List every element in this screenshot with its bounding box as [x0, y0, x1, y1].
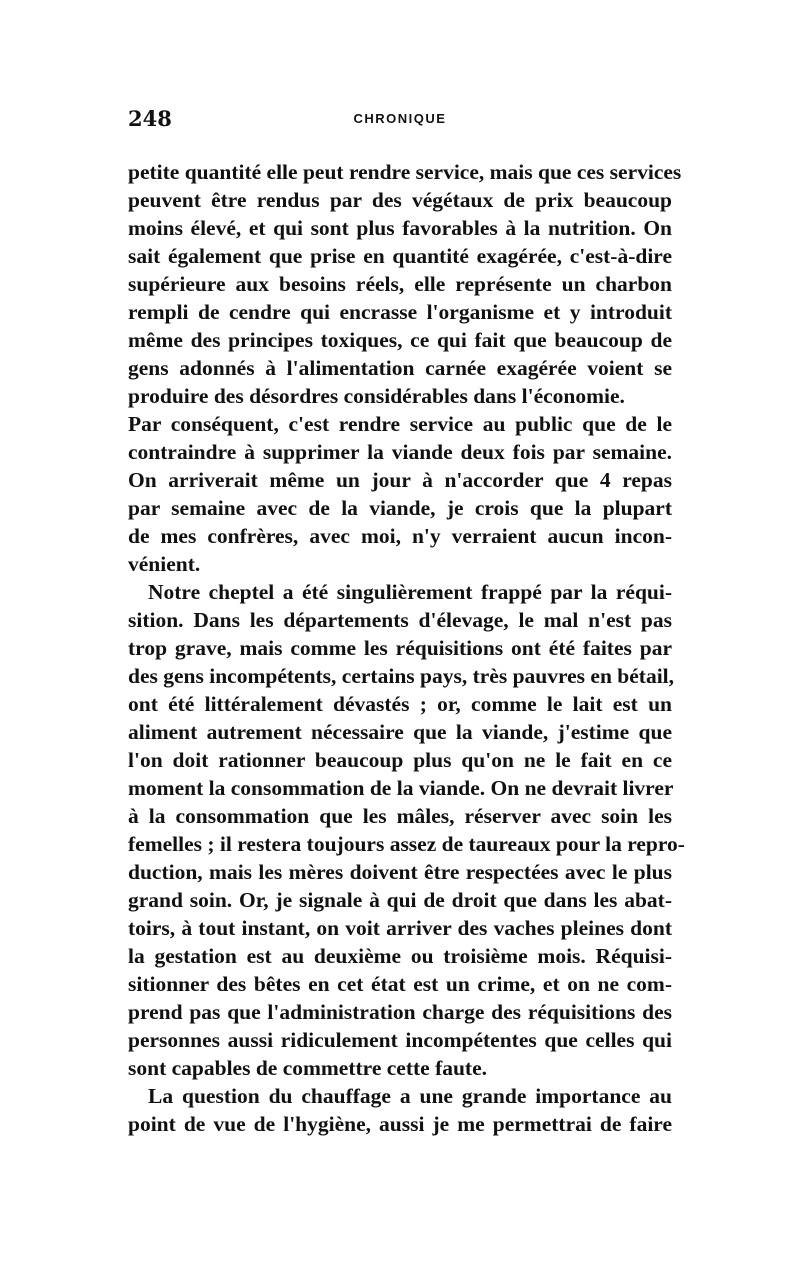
text-line: point de vue de l'hygiène, aussi je me permettrai de faire — [128, 1112, 672, 1136]
text-line: moment la consommation de la viande. On ne devrait livrer — [128, 776, 674, 800]
text-line: duction, mais les mères doivent être respectées avec le plus — [128, 860, 672, 884]
text-line: aliment autrement nécessaire que la viande, j'estime que — [128, 720, 672, 744]
text-line: à la consommation que les mâles, réserver avec soin les — [128, 804, 672, 828]
text-line: femelles ; il restera toujours assez de taureaux pour la repro- — [128, 832, 685, 856]
paragraph-first-line: La question du chauffage a une grande importance au — [148, 1084, 672, 1108]
text-line: petite quantité elle peut rendre service, mais que ces services — [128, 160, 682, 184]
text-line: trop grave, mais comme les réquisitions ont été faites par — [128, 636, 672, 660]
text-line: sitionner des bêtes en cet état est un crime, et on ne com- — [128, 972, 672, 996]
text-line: vénient. — [128, 552, 201, 576]
text-line: même des principes toxiques, ce qui fait que beaucoup de — [128, 328, 672, 352]
text-line: supérieure aux besoins réels, elle représente un charbon — [128, 272, 672, 296]
text-line: la gestation est au deuxième ou troisième mois. Réquisi- — [128, 944, 672, 968]
text-line: prend pas que l'administration charge des réquisitions des — [128, 1000, 672, 1024]
text-line: personnes aussi ridiculement incompétentes que celles qui — [128, 1028, 672, 1052]
text-line: peuvent être rendus par des végétaux de prix beaucoup — [128, 188, 672, 212]
text-line: par semaine avec de la viande, je crois que la plupart — [128, 496, 672, 520]
text-line: produire des désordres considérables dans l'économie. — [128, 384, 625, 408]
running-head: CHRONIQUE — [353, 111, 447, 126]
text-line: sition. Dans les départements d'élevage, le mal n'est pas — [128, 608, 672, 632]
text-line: On arriverait même un jour à n'accorder que 4 repas — [128, 468, 672, 492]
text-line: des gens incompétents, certains pays, très pauvres en bétail, — [128, 664, 675, 688]
page-number: 248 — [128, 106, 172, 131]
text-line: ont été littéralement dévastés ; or, comme le lait est un — [128, 692, 672, 716]
text-line: de mes confrères, avec moi, n'y verraient aucun incon- — [128, 524, 672, 548]
text-line: toirs, à tout instant, on voit arriver des vaches pleines dont — [128, 916, 672, 940]
text-line: l'on doit rationner beaucoup plus qu'on ne le fait en ce — [128, 748, 672, 772]
text-line: sont capables de commettre cette faute. — [128, 1056, 488, 1080]
text-line: moins élevé, et qui sont plus favorables à la nutrition. On — [128, 216, 672, 240]
text-line: contraindre à supprimer la viande deux fois par semaine. — [128, 440, 672, 464]
text-line: gens adonnés à l'alimentation carnée exagérée voient se — [128, 356, 672, 380]
text-line: Par conséquent, c'est rendre service au public que de le — [128, 412, 672, 436]
paragraph-first-line: Notre cheptel a été singulièrement frappé par la réqui- — [148, 580, 672, 604]
text-line: rempli de cendre qui encrasse l'organisme et y introduit — [128, 300, 672, 324]
text-line: sait également que prise en quantité exagérée, c'est-à-dire — [128, 244, 672, 268]
text-line: grand soin. Or, je signale à qui de droit que dans les abat- — [128, 888, 672, 912]
page-header — [128, 106, 672, 136]
